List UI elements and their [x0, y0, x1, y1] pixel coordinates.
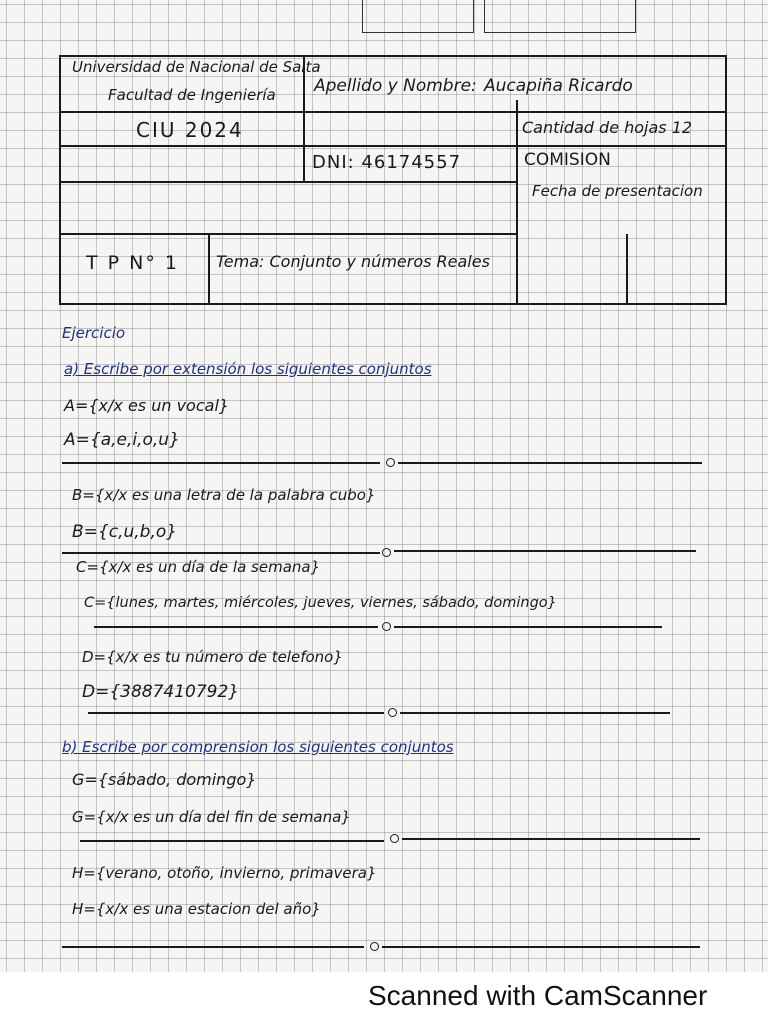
separator-c	[94, 626, 378, 628]
separator-a-right	[398, 462, 702, 464]
dni: DNI: 46174557	[312, 152, 462, 173]
date-label: Fecha de presentacion	[532, 182, 703, 200]
separator-b-circle	[382, 548, 391, 557]
separator-b	[62, 552, 380, 554]
exercise-label: Ejercicio	[62, 324, 126, 342]
faculty-name: Facultad de Ingeniería	[108, 86, 276, 104]
part-b-title: b) Escribe por comprension los siguientes conjuntos	[62, 738, 454, 756]
set-b-extension: B={c,u,b,o}	[72, 522, 178, 542]
separator-b-right	[394, 550, 696, 552]
scanner-watermark: Scanned with CamScanner	[368, 980, 708, 1011]
separator-d-circle	[388, 708, 397, 717]
course-code: CIU 2024	[136, 118, 244, 142]
set-a-comprehension: A={x/x es un vocal}	[64, 396, 230, 415]
separator-h-right	[382, 946, 700, 948]
set-g-comprehension: G={x/x es un día del fin de semana}	[72, 808, 351, 826]
set-b-comprehension: B={x/x es una letra de la palabra cubo}	[72, 486, 376, 504]
practical-number: T P N° 1	[86, 252, 179, 274]
separator-g-circle	[390, 834, 399, 843]
university-name: Universidad de Nacional de Salta	[72, 58, 321, 76]
separator-d	[88, 712, 384, 714]
sheet-count: Cantidad de hojas 12	[522, 118, 693, 137]
set-d-comprehension: D={x/x es tu número de telefono}	[82, 648, 343, 666]
set-d-extension: D={3887410792}	[82, 682, 240, 702]
set-h-extension: H={verano, otoño, invierno, primavera}	[72, 864, 377, 882]
part-a-title: a) Escribe por extensión los siguientes conjuntos	[64, 360, 432, 378]
separator-a	[62, 462, 380, 464]
set-h-comprehension: H={x/x es una estacion del año}	[72, 900, 321, 918]
set-c-extension: C={lunes, martes, miércoles, jueves, viernes, sábado, domingo}	[84, 595, 557, 611]
set-a-extension: A={a,e,i,o,u}	[64, 430, 180, 450]
commission-label: COMISION	[524, 150, 611, 170]
name-value: Aucapiña Ricardo	[484, 76, 633, 96]
name-label: Apellido y Nombre:	[314, 76, 477, 96]
separator-d-right	[400, 712, 670, 714]
separator-a-circle	[386, 458, 395, 467]
separator-h	[62, 946, 364, 948]
separator-g	[80, 840, 384, 842]
topic: Tema: Conjunto y números Reales	[216, 252, 490, 271]
set-g-extension: G={sábado, domingo}	[72, 770, 257, 789]
separator-g-right	[402, 838, 700, 840]
separator-c-right	[394, 626, 662, 628]
set-c-comprehension: C={x/x es un día de la semana}	[76, 558, 321, 576]
separator-c-circle	[382, 622, 391, 631]
separator-h-circle	[370, 942, 379, 951]
